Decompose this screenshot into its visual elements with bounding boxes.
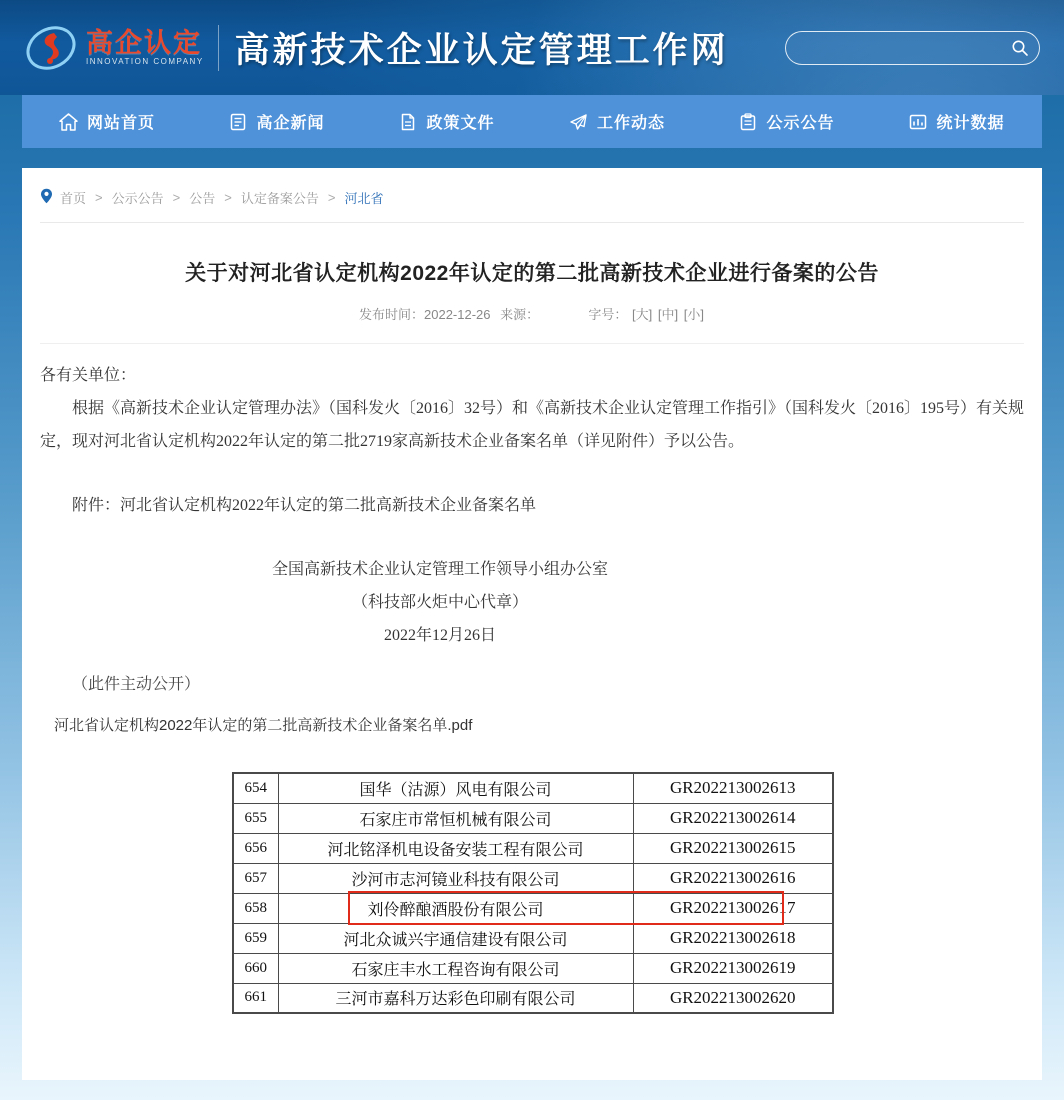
nav-item-news[interactable] (192, 95, 362, 148)
signer-note: （科技部火炬中心代章） (351, 594, 528, 611)
source-label: 来源： (500, 307, 540, 322)
fontsize-large-button[interactable]: [大] (632, 307, 653, 322)
search-input[interactable] (800, 40, 1011, 56)
table-row (233, 923, 833, 953)
breadcrumb-filing-notice[interactable]: 认定备案公告 (240, 191, 319, 206)
fontsize-medium-button[interactable]: [中] (657, 307, 679, 322)
header-divider (218, 25, 219, 71)
article-title: 关于对河北省认定机构2022年认定的第二批高新技术企业进行备案的公告 (185, 262, 879, 285)
breadcrumb-separator: > (327, 190, 336, 205)
breadcrumb-separator: > (224, 190, 232, 205)
company-name: 国华（沽源）风电有限公司 (278, 773, 633, 803)
row-number: 658 (233, 893, 278, 923)
breadcrumb-announcements[interactable]: 公示公告 (111, 191, 164, 206)
attachment-line: 附件：河北省认定机构2022年认定的第二批高新技术企业备案名单 (72, 497, 537, 514)
table-row (233, 953, 833, 983)
body-paragraph: 根据《高新技术企业认定管理办法》（国科发火〔2016〕32号）和《高新技术企业认定管理工作指引》（国科发火〔2016〕195号）有关规定，现对河北省认定机构2022年认定的第二批2719家高新技术企业备案名单（详见附件）予以公告。 (40, 400, 1025, 450)
nav-label: 网站首页 (86, 115, 155, 132)
company-name: 石家庄市常恒机械有限公司 (278, 803, 633, 833)
certificate-code: GR202213002614 (633, 803, 833, 833)
logo-globe-icon (24, 21, 78, 75)
publish-date: 2022-12-26 (424, 307, 491, 322)
nav-label: 高企新闻 (256, 115, 325, 132)
attachment-table-wrap (232, 772, 832, 1014)
signature-block (40, 553, 840, 652)
brand-subtitle: INNOVATION COMPANY (86, 57, 204, 66)
company-name: 河北铭泽机电设备安装工程有限公司 (278, 833, 633, 863)
company-name: 沙河市志河镜业科技有限公司 (278, 863, 633, 893)
breadcrumb-notice[interactable]: 公告 (189, 191, 216, 206)
article-body (22, 359, 1042, 735)
nav-item-announcements[interactable] (702, 95, 872, 148)
search-box[interactable] (785, 31, 1040, 65)
sign-date: 2022年12月26日 (383, 627, 496, 644)
breadcrumb-separator: > (95, 190, 103, 205)
brand-name: 高企认定 (86, 28, 202, 58)
row-number: 656 (233, 833, 278, 863)
breadcrumb-separator: > (172, 190, 181, 205)
table-row (233, 863, 833, 893)
news-icon (229, 113, 247, 131)
clipboard-icon (739, 113, 757, 131)
company-name: 三河市嘉科万达彩色印刷有限公司 (278, 983, 633, 1013)
breadcrumb (22, 168, 1042, 222)
certificate-code: GR202213002617 (633, 893, 833, 923)
attachment-pdf-link[interactable]: 河北省认定机构2022年认定的第二批高新技术企业备案名单.pdf (54, 717, 473, 734)
site-title: 高新技术企业认定管理工作网 (234, 30, 729, 70)
certificate-code: GR202213002619 (633, 953, 833, 983)
nav-item-home[interactable] (22, 95, 192, 148)
send-icon (569, 113, 588, 131)
publish-time-label: 发布时间： (359, 307, 425, 322)
table-row (233, 803, 833, 833)
chart-icon (909, 113, 927, 131)
signer-name: 全国高新技术企业认定管理工作领导小组办公室 (271, 561, 608, 578)
company-name: 石家庄丰水工程咨询有限公司 (278, 953, 633, 983)
table-row (233, 893, 833, 923)
fontsize-small-button[interactable]: [小] (683, 307, 704, 322)
article-meta (22, 304, 1042, 323)
search-icon[interactable] (1011, 39, 1029, 57)
table-row (233, 983, 833, 1013)
site-logo[interactable] (24, 21, 204, 75)
nav-item-statistics[interactable] (872, 95, 1042, 148)
row-number: 659 (233, 923, 278, 953)
company-name: 河北众诚兴宇通信建设有限公司 (278, 923, 633, 953)
location-pin-icon (40, 188, 53, 207)
certificate-code: GR202213002613 (633, 773, 833, 803)
meta-divider (40, 343, 1024, 344)
certificate-code: GR202213002618 (633, 923, 833, 953)
table-row (233, 773, 833, 803)
attachment-table (232, 772, 834, 1014)
certificate-code: GR202213002615 (633, 833, 833, 863)
nav-label: 公示公告 (766, 115, 835, 132)
row-number: 655 (233, 803, 278, 833)
disclosure-note: （此件主动公开） (72, 676, 201, 693)
nav-label: 工作动态 (596, 115, 665, 132)
row-number: 661 (233, 983, 278, 1013)
site-header (0, 0, 1064, 95)
main-nav (22, 95, 1042, 148)
row-number: 660 (233, 953, 278, 983)
nav-label: 统计数据 (936, 115, 1005, 132)
table-row (233, 833, 833, 863)
fontsize-label: 字号： (588, 307, 628, 322)
nav-label: 政策文件 (426, 115, 495, 132)
certificate-code: GR202213002616 (633, 863, 833, 893)
row-number: 654 (233, 773, 278, 803)
breadcrumb-home[interactable]: 首页 (60, 191, 87, 206)
policy-icon (399, 113, 417, 131)
attachment-table-body (233, 773, 833, 1013)
content-card (22, 168, 1042, 1080)
breadcrumb-divider (40, 222, 1024, 223)
row-number: 657 (233, 863, 278, 893)
nav-item-policy[interactable] (362, 95, 532, 148)
company-name: 刘伶醉酿酒股份有限公司 (278, 893, 633, 923)
nav-item-updates[interactable] (532, 95, 702, 148)
certificate-code: GR202213002620 (633, 983, 833, 1013)
breadcrumb-current-hebei[interactable]: 河北省 (344, 191, 384, 206)
home-icon (59, 113, 78, 131)
salutation: 各有关单位： (40, 367, 137, 384)
